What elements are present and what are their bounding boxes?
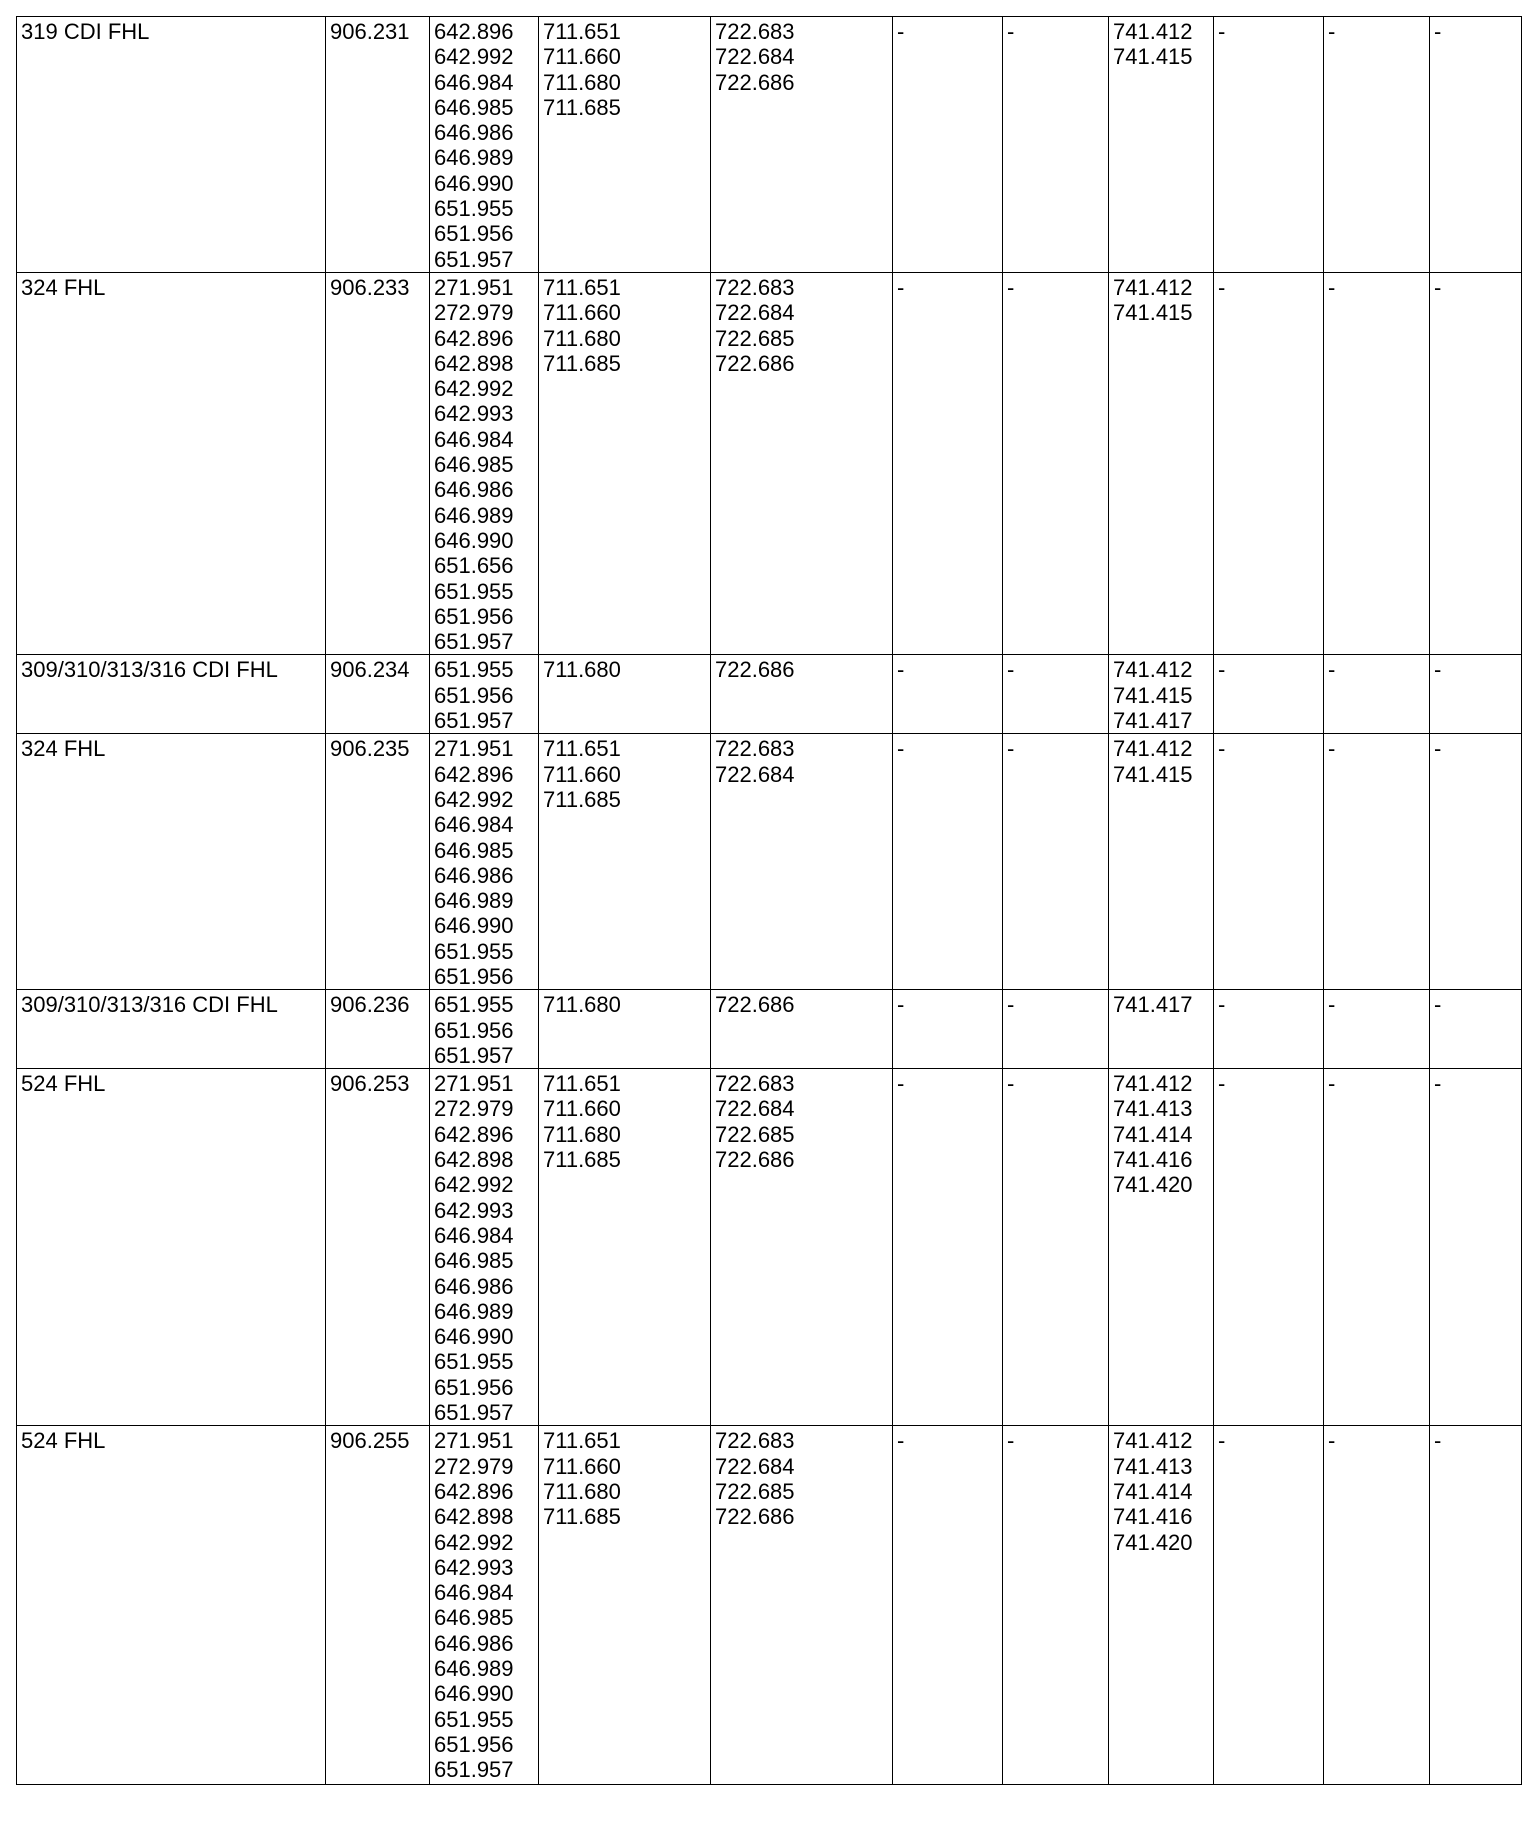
code-cell — [326, 655, 430, 734]
col9-cell — [1214, 17, 1324, 273]
col11-cell — [1430, 990, 1522, 1069]
cell-line: 646.986 — [434, 1630, 514, 1656]
cell-line: 642.992 — [434, 376, 514, 402]
col6-cell — [893, 17, 1003, 273]
col8-cell — [1109, 990, 1214, 1069]
cell-line: 711.680 — [543, 1121, 621, 1147]
cell-line: 722.685 — [715, 325, 795, 351]
cell-text: - — [897, 992, 905, 1018]
cell-text: - — [1434, 657, 1442, 683]
cell-line: 651.955 — [434, 938, 514, 964]
code-cell — [326, 990, 430, 1069]
col3-cell — [430, 1426, 539, 1785]
col10-cell — [1324, 1069, 1430, 1426]
cell-text: 906.234 — [330, 657, 410, 683]
cell-text: 906.253 — [330, 1071, 410, 1097]
col5-cell — [711, 272, 893, 654]
cell-line: 642.898 — [434, 350, 514, 376]
cell-line: 651.955 — [434, 1349, 514, 1375]
cell-line: 711.651 — [543, 274, 621, 300]
cell-line: 646.989 — [434, 502, 514, 528]
col7-cell — [1003, 734, 1109, 990]
cell-text: 524 FHL — [21, 1071, 106, 1097]
cell-line: 646.989 — [434, 1656, 514, 1681]
cell-line: 741.412 — [1113, 1071, 1193, 1097]
col5-cell — [711, 734, 893, 990]
cell-text: - — [1328, 992, 1336, 1018]
cell-line: 741.412 — [1113, 1428, 1193, 1454]
col6-cell — [893, 1426, 1003, 1785]
cell-text: - — [1007, 19, 1015, 44]
col6-cell — [893, 272, 1003, 654]
col6-cell — [893, 734, 1003, 990]
cell-line: 651.956 — [434, 1731, 514, 1757]
col5-cell — [711, 655, 893, 734]
cell-line: 741.414 — [1113, 1121, 1193, 1147]
cell-text: - — [1328, 19, 1336, 44]
cell-line: 646.986 — [434, 1273, 514, 1299]
cell-line: 741.413 — [1113, 1453, 1193, 1479]
cell-line: 646.989 — [434, 1298, 514, 1324]
col4-cell — [539, 272, 711, 654]
cell-line: 646.990 — [434, 913, 514, 939]
col6-cell — [893, 1069, 1003, 1426]
cell-line: 642.992 — [434, 1172, 514, 1198]
cell-text: - — [1218, 1071, 1226, 1097]
cell-text: 906.255 — [330, 1428, 410, 1454]
cell-line: 646.990 — [434, 1681, 514, 1707]
cell-line: 741.412 — [1113, 657, 1193, 683]
cell-text: - — [1007, 274, 1015, 300]
cell-line: 722.683 — [715, 274, 795, 300]
col6-cell — [893, 655, 1003, 734]
cell-line: 711.680 — [543, 992, 621, 1018]
col10-cell — [1324, 1426, 1430, 1785]
cell-line: 651.955 — [434, 578, 514, 604]
cell-text: - — [1328, 274, 1336, 300]
parts-table — [16, 16, 1522, 1785]
cell-line: 651.955 — [434, 1706, 514, 1732]
col8-cell — [1109, 1426, 1214, 1785]
cell-line: 646.989 — [434, 145, 514, 171]
cell-text: - — [897, 19, 905, 44]
cell-line: 651.955 — [434, 657, 514, 683]
cell-line: 711.680 — [543, 325, 621, 351]
cell-line: 711.651 — [543, 736, 621, 762]
cell-text: 324 FHL — [21, 274, 106, 300]
code-cell — [326, 17, 430, 273]
cell-line: 642.896 — [434, 19, 514, 44]
cell-text: 309/310/313/316 CDI FHL — [21, 992, 278, 1018]
cell-text: - — [897, 1428, 905, 1454]
cell-line: 711.680 — [543, 1478, 621, 1504]
cell-text: - — [1007, 657, 1015, 683]
cell-text: - — [1218, 1428, 1226, 1454]
cell-line: 722.684 — [715, 1453, 795, 1479]
cell-line: 642.993 — [434, 1197, 514, 1223]
cell-line: 271.951 — [434, 274, 514, 300]
cell-line: 642.898 — [434, 1504, 514, 1530]
cell-line: 651.955 — [434, 992, 514, 1018]
cell-line: 741.420 — [1113, 1172, 1193, 1198]
col4-cell — [539, 655, 711, 734]
model-cell — [17, 734, 326, 990]
col4-cell — [539, 17, 711, 273]
cell-text: 309/310/313/316 CDI FHL — [21, 657, 278, 683]
model-cell — [17, 655, 326, 734]
col9-cell — [1214, 990, 1324, 1069]
cell-line: 711.685 — [543, 1504, 621, 1530]
cell-line: 271.951 — [434, 1428, 514, 1454]
cell-text: - — [1007, 992, 1015, 1018]
cell-line: 651.956 — [434, 221, 514, 247]
cell-line: 651.956 — [434, 1374, 514, 1400]
cell-text: - — [1007, 1428, 1015, 1454]
cell-line: 651.957 — [434, 1042, 514, 1068]
cell-line: 651.957 — [434, 1757, 514, 1783]
col7-cell — [1003, 990, 1109, 1069]
cell-line: 646.984 — [434, 1580, 514, 1606]
cell-line: 271.951 — [434, 736, 514, 762]
col4-cell — [539, 1426, 711, 1785]
cell-line: 711.651 — [543, 1428, 621, 1454]
col10-cell — [1324, 990, 1430, 1069]
table-row — [17, 1069, 1522, 1426]
cell-line: 651.956 — [434, 1017, 514, 1043]
col9-cell — [1214, 734, 1324, 990]
cell-line: 741.416 — [1113, 1147, 1193, 1173]
col9-cell — [1214, 655, 1324, 734]
col3-cell — [430, 1069, 539, 1426]
col9-cell — [1214, 1426, 1324, 1785]
code-cell — [326, 272, 430, 654]
cell-text: - — [1218, 657, 1226, 683]
cell-line: 722.685 — [715, 1121, 795, 1147]
col9-cell — [1214, 1069, 1324, 1426]
cell-line: 642.993 — [434, 401, 514, 427]
cell-line: 651.956 — [434, 963, 514, 989]
cell-line: 646.990 — [434, 527, 514, 553]
cell-text: - — [1218, 274, 1226, 300]
cell-line: 741.416 — [1113, 1504, 1193, 1530]
col8-cell — [1109, 1069, 1214, 1426]
cell-line: 711.651 — [543, 1071, 621, 1097]
cell-line: 646.985 — [434, 94, 514, 120]
cell-line: 272.979 — [434, 1453, 514, 1479]
cell-line: 651.957 — [434, 1400, 514, 1426]
cell-line: 711.651 — [543, 19, 621, 44]
cell-line: 646.989 — [434, 888, 514, 914]
cell-line: 642.992 — [434, 44, 514, 70]
cell-text: - — [1434, 19, 1442, 44]
cell-text: - — [897, 657, 905, 683]
cell-text: - — [897, 736, 905, 762]
cell-text: 324 FHL — [21, 736, 106, 762]
col7-cell — [1003, 272, 1109, 654]
cell-line: 646.985 — [434, 1248, 514, 1274]
model-cell — [17, 17, 326, 273]
cell-line: 741.415 — [1113, 761, 1193, 787]
cell-line: 722.684 — [715, 1096, 795, 1122]
cell-line: 711.660 — [543, 1096, 621, 1122]
cell-line: 741.420 — [1113, 1529, 1193, 1555]
cell-line: 741.413 — [1113, 1096, 1193, 1122]
cell-text: - — [1328, 1071, 1336, 1097]
cell-line: 646.984 — [434, 812, 514, 838]
cell-line: 646.985 — [434, 1605, 514, 1631]
cell-text: - — [1434, 1071, 1442, 1097]
cell-line: 646.986 — [434, 120, 514, 146]
code-cell — [326, 734, 430, 990]
cell-text: - — [1434, 992, 1442, 1018]
cell-line: 646.985 — [434, 452, 514, 478]
table-body — [17, 17, 1522, 1785]
cell-line: 651.957 — [434, 629, 514, 655]
col3-cell — [430, 272, 539, 654]
col7-cell — [1003, 1069, 1109, 1426]
cell-text: - — [1218, 19, 1226, 44]
col11-cell — [1430, 1069, 1522, 1426]
cell-text: - — [897, 274, 905, 300]
cell-text: 319 CDI FHL — [21, 19, 150, 44]
col3-cell — [430, 17, 539, 273]
cell-text: - — [1218, 992, 1226, 1018]
col6-cell — [893, 990, 1003, 1069]
cell-line: 646.984 — [434, 69, 514, 95]
col4-cell — [539, 990, 711, 1069]
cell-line: 711.685 — [543, 1147, 621, 1173]
cell-text: - — [1434, 736, 1442, 762]
col10-cell — [1324, 655, 1430, 734]
cell-line: 722.684 — [715, 300, 795, 326]
col4-cell — [539, 1069, 711, 1426]
cell-line: 642.898 — [434, 1147, 514, 1173]
cell-line: 271.951 — [434, 1071, 514, 1097]
cell-text: - — [1328, 736, 1336, 762]
cell-line: 651.957 — [434, 708, 514, 734]
cell-text: 906.236 — [330, 992, 410, 1018]
cell-line: 642.992 — [434, 786, 514, 812]
cell-line: 722.683 — [715, 19, 795, 44]
cell-line: 711.685 — [543, 94, 621, 120]
cell-line: 642.896 — [434, 325, 514, 351]
cell-line: 642.896 — [434, 1478, 514, 1504]
cell-text: 906.235 — [330, 736, 410, 762]
model-cell — [17, 990, 326, 1069]
model-cell — [17, 1426, 326, 1785]
cell-line: 741.415 — [1113, 44, 1193, 70]
cell-line: 646.986 — [434, 477, 514, 503]
cell-line: 646.985 — [434, 837, 514, 863]
cell-line: 642.896 — [434, 761, 514, 787]
table-row — [17, 17, 1522, 273]
cell-line: 722.686 — [715, 1504, 795, 1530]
cell-line: 642.992 — [434, 1529, 514, 1555]
parts-table-container — [16, 16, 1521, 1785]
cell-line: 711.660 — [543, 300, 621, 326]
cell-line: 711.660 — [543, 761, 621, 787]
col3-cell — [430, 655, 539, 734]
cell-line: 741.415 — [1113, 682, 1193, 708]
col11-cell — [1430, 655, 1522, 734]
cell-text: - — [1434, 1428, 1442, 1454]
cell-line: 651.956 — [434, 603, 514, 629]
table-row — [17, 734, 1522, 990]
cell-line: 651.956 — [434, 682, 514, 708]
model-cell — [17, 272, 326, 654]
col9-cell — [1214, 272, 1324, 654]
cell-line: 642.993 — [434, 1554, 514, 1580]
cell-line: 646.990 — [434, 170, 514, 196]
cell-text: - — [897, 1071, 905, 1097]
col7-cell — [1003, 17, 1109, 273]
cell-text: 906.231 — [330, 19, 410, 44]
cell-line: 651.957 — [434, 246, 514, 272]
cell-line: 722.683 — [715, 1071, 795, 1097]
code-cell — [326, 1426, 430, 1785]
col11-cell — [1430, 1426, 1522, 1785]
cell-line: 741.415 — [1113, 300, 1193, 326]
cell-line: 722.684 — [715, 44, 795, 70]
cell-line: 722.683 — [715, 736, 795, 762]
cell-line: 272.979 — [434, 300, 514, 326]
cell-line: 741.412 — [1113, 736, 1193, 762]
cell-line: 722.686 — [715, 350, 795, 376]
col10-cell — [1324, 734, 1430, 990]
cell-line: 711.660 — [543, 44, 621, 70]
table-row — [17, 272, 1522, 654]
cell-line: 646.984 — [434, 1222, 514, 1248]
cell-line: 711.680 — [543, 657, 621, 683]
cell-line: 651.656 — [434, 553, 514, 579]
col11-cell — [1430, 272, 1522, 654]
col10-cell — [1324, 272, 1430, 654]
col4-cell — [539, 734, 711, 990]
col3-cell — [430, 990, 539, 1069]
table-row — [17, 990, 1522, 1069]
col10-cell — [1324, 17, 1430, 273]
col11-cell — [1430, 17, 1522, 273]
col7-cell — [1003, 655, 1109, 734]
cell-line: 741.412 — [1113, 274, 1193, 300]
code-cell — [326, 1069, 430, 1426]
col3-cell — [430, 734, 539, 990]
table-row — [17, 1426, 1522, 1785]
cell-text: 906.233 — [330, 274, 410, 300]
cell-line: 722.684 — [715, 761, 795, 787]
cell-line: 642.896 — [434, 1121, 514, 1147]
cell-line: 646.990 — [434, 1324, 514, 1350]
col5-cell — [711, 990, 893, 1069]
cell-line: 741.414 — [1113, 1478, 1193, 1504]
cell-line: 711.680 — [543, 69, 621, 95]
col5-cell — [711, 1069, 893, 1426]
cell-line: 722.685 — [715, 1478, 795, 1504]
model-cell — [17, 1069, 326, 1426]
cell-text: - — [1434, 274, 1442, 300]
col8-cell — [1109, 734, 1214, 990]
cell-line: 711.660 — [543, 1453, 621, 1479]
cell-line: 722.686 — [715, 1147, 795, 1173]
table-row — [17, 655, 1522, 734]
cell-text: - — [1218, 736, 1226, 762]
cell-line: 651.955 — [434, 196, 514, 222]
col11-cell — [1430, 734, 1522, 990]
col8-cell — [1109, 272, 1214, 654]
cell-line: 272.979 — [434, 1096, 514, 1122]
cell-line: 722.683 — [715, 1428, 795, 1454]
col8-cell — [1109, 655, 1214, 734]
cell-line: 722.686 — [715, 992, 795, 1018]
cell-line: 741.412 — [1113, 19, 1193, 44]
cell-text: - — [1007, 736, 1015, 762]
cell-line: 722.686 — [715, 69, 795, 95]
cell-text: - — [1328, 657, 1336, 683]
cell-line: 722.686 — [715, 657, 795, 683]
cell-line: 646.984 — [434, 426, 514, 452]
col5-cell — [711, 1426, 893, 1785]
col5-cell — [711, 17, 893, 273]
cell-line: 711.685 — [543, 786, 621, 812]
cell-text: - — [1328, 1428, 1336, 1454]
col7-cell — [1003, 1426, 1109, 1785]
cell-line: 741.417 — [1113, 992, 1193, 1018]
cell-text: - — [1007, 1071, 1015, 1097]
cell-line: 646.986 — [434, 862, 514, 888]
cell-text: 524 FHL — [21, 1428, 106, 1454]
col8-cell — [1109, 17, 1214, 273]
cell-line: 711.685 — [543, 350, 621, 376]
cell-line: 741.417 — [1113, 708, 1193, 734]
